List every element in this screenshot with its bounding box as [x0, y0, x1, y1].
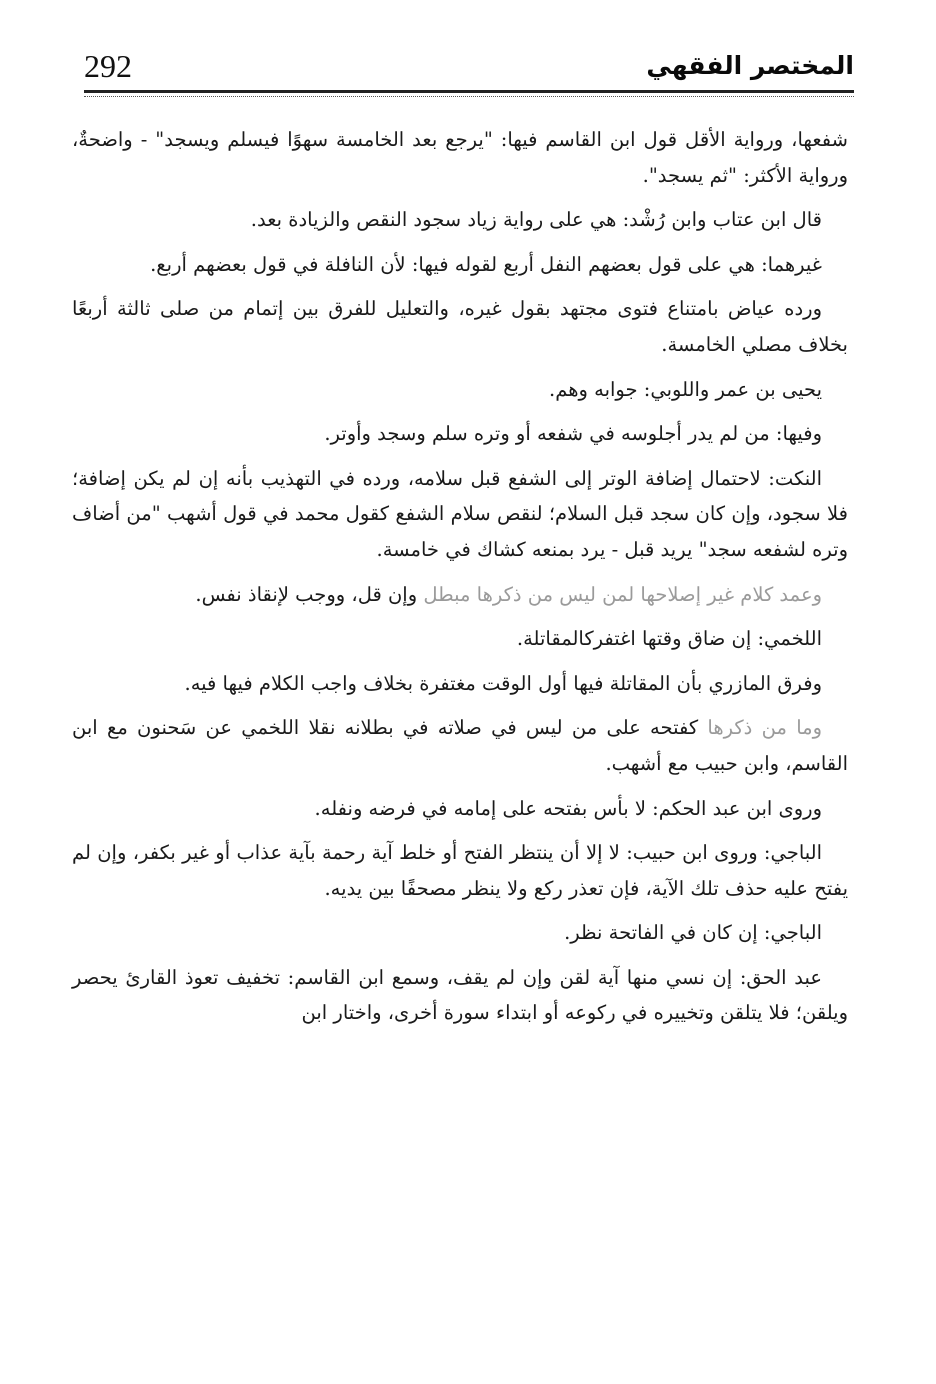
paragraph-text: وإن قل، ووجب لإنقاذ نفس.: [195, 582, 418, 606]
paragraph-text: وروى ابن عبد الحكم: لا بأس بفتحه على إمامه في فرضه ونفله.: [314, 796, 822, 820]
paragraph: [72, 835, 848, 906]
paragraph-text: كفتحه على من ليس في صلاته في بطلانه نقلا اللخمي عن سَحنون مع ابن القاسم، وابن حبيب مع أشهب.: [72, 716, 848, 775]
paragraph: [72, 416, 848, 452]
paragraph: [72, 291, 848, 362]
paragraph-text: الباجي: إن كان في الفاتحة نظر.: [564, 921, 822, 945]
faded-text: وعمد كلام غير إصلاحها لمن ليس من ذكرها مبطل: [417, 582, 822, 606]
body-text: [72, 122, 848, 1040]
paragraph: [72, 461, 848, 568]
paragraph: [72, 577, 848, 613]
paragraph-text: ورده عياض بامتناع فتوى مجتهد بقول غيره، والتعليل للفرق بين إتمام من صلى ثالثة أربعًا بخلاف مصلي الخامسة.: [72, 297, 848, 356]
paragraph: [72, 202, 848, 238]
paragraph-text: اللخمي: إن ضاق وقتها اغتفركالمقاتلة.: [516, 627, 822, 651]
paragraph: [72, 372, 848, 408]
paragraph: [72, 960, 848, 1031]
paragraph: [72, 710, 848, 781]
paragraph-text: الباجي: وروى ابن حبيب: لا إلا أن ينتظر الفتح أو خلط آية رحمة بآية عذاب أو غير بكفر، وإن لم يفتح عليه حذف تلك الآية، فإن تعذر ركع ولا ينظر مصحفًا بين يديه.: [72, 841, 848, 900]
header-rule: [84, 90, 854, 93]
paragraph-text: غيرهما: هي على قول بعضهم النفل أربع لقوله فيها: لأن النافلة في قول بعضهم أربع.: [150, 252, 822, 276]
paragraph-text: وفرق المازري بأن المقاتلة فيها أول الوقت مغتفرة بخلاف واجب الكلام فيها فيه.: [184, 671, 822, 695]
paragraph-text: عبد الحق: إن نسي منها آية لقن وإن لم يقف، وسمع ابن القاسم: تخفيف تعوذ القارئ يحصر ويلقن؛ فلا يتلقن وتخييره في ركوعه أو ابتداء سورة أخرى، واختار ابن: [72, 965, 848, 1025]
page-header: [84, 38, 854, 98]
paragraph-text: شفعها، ورواية الأقل قول ابن القاسم فيها: "يرجع بعد الخامسة سهوًا فيسلم ويسجد" - واضحةٌ، ورواية الأكثر: "ثم يسجد".: [72, 128, 848, 187]
paragraph-text: وفيها: من لم يدر أجلوسه في شفعه أو وتره سلم وسجد وأوتر.: [324, 422, 822, 446]
paragraph-text: النكت: لاحتمال إضافة الوتر إلى الشفع قبل سلامه، ورده في التهذيب بأنه إن لم يكن إضافة؛ فلا سجود، وإن كان سجد قبل السلام؛ لنقص سلام الشفع كقول محمد في قول أشهب "من أضاف وتره لشفعه سجد" يريد قبل - يرد بمنعه كشاك في خامسة.: [72, 466, 848, 561]
book-title: المختصر الفقهي: [646, 51, 854, 80]
page-number: 292: [84, 48, 132, 84]
paragraph: [72, 666, 848, 702]
paragraph: [72, 621, 848, 657]
paragraph: [72, 791, 848, 827]
paragraph: [72, 247, 848, 283]
paragraph: [72, 915, 848, 951]
paragraph-text: قال ابن عتاب وابن رُشْد: هي على رواية زياد سجود النقص والزيادة بعد.: [250, 208, 822, 232]
paragraph-text: يحيى بن عمر واللوبي: جوابه وهم.: [549, 377, 822, 401]
paragraph: [72, 122, 848, 193]
header-rule-dotted: [84, 96, 854, 97]
faded-text: وما من ذكرها: [698, 716, 822, 740]
